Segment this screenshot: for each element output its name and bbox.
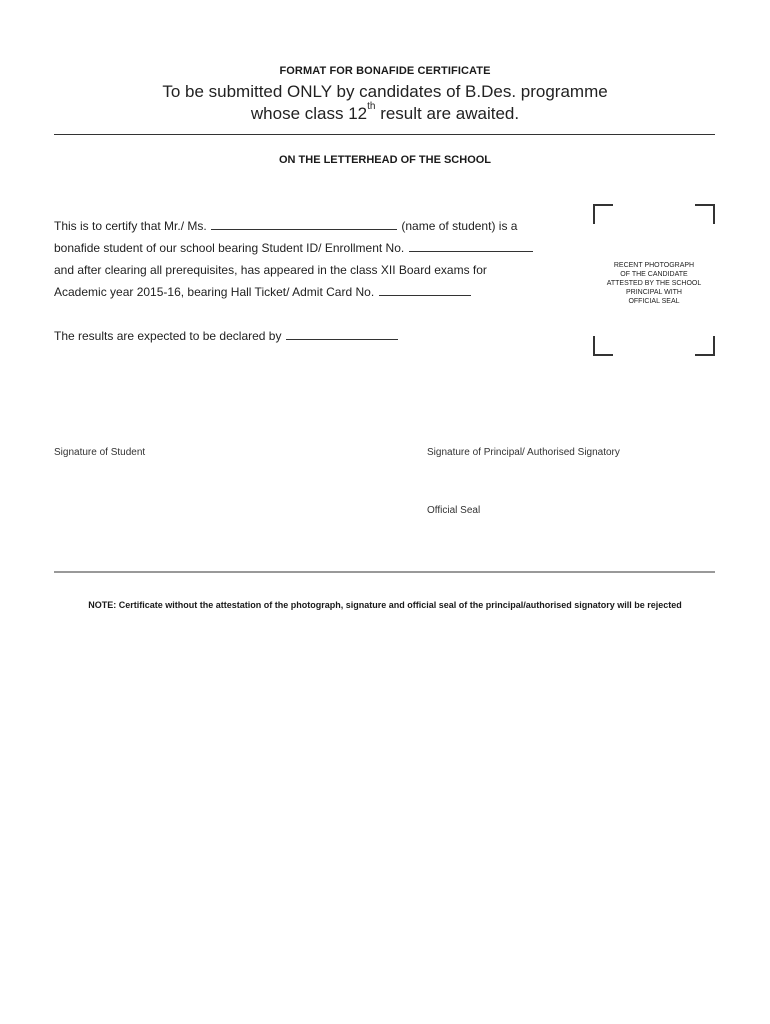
body-line-5 <box>54 329 399 343</box>
subtitle-line-2-pre: whose class 12 <box>250 104 368 123</box>
principal-signature-label: Signature of Principal/ Authorised Signatory <box>427 447 620 458</box>
student-name-blank[interactable] <box>211 220 397 230</box>
top-divider <box>54 134 715 135</box>
rejection-note: NOTE: Certificate without the attestation of the photograph, signature and official seal of the principal/authorised signatory will be rejected <box>88 600 682 610</box>
results-date-blank[interactable] <box>286 330 398 340</box>
photo-text-line: PRINCIPAL WITH <box>625 289 682 296</box>
document-title: FORMAT FOR BONAFIDE CERTIFICATE <box>279 65 491 77</box>
certify-text: This is to certify that Mr./ Ms. <box>54 219 207 233</box>
corner-mark-top-left <box>593 204 613 224</box>
admit-card-number-blank[interactable] <box>379 286 471 296</box>
student-signature-label: Signature of Student <box>54 447 146 458</box>
photograph-instructions <box>593 261 715 306</box>
corner-mark-bottom-left <box>593 336 613 356</box>
subtitle-line-1: To be submitted ONLY by candidates of B.Des. programme <box>162 82 608 101</box>
photograph-box <box>593 204 715 356</box>
body-line-1 <box>54 219 517 233</box>
results-declared-text: The results are expected to be declared by <box>54 329 282 343</box>
body-line-4 <box>54 285 472 299</box>
letterhead-instruction: ON THE LETTERHEAD OF THE SCHOOL <box>278 154 492 166</box>
name-of-student-text: (name of student) is a <box>401 219 518 233</box>
enrollment-number-blank[interactable] <box>409 242 533 252</box>
bonafide-text: bonafide student of our school bearing Student ID/ Enrollment No. <box>54 241 405 255</box>
photo-text-line: RECENT PHOTOGRAPH <box>613 262 695 269</box>
bottom-divider <box>54 571 715 573</box>
corner-mark-bottom-right <box>695 336 715 356</box>
subtitle-line-2-post: result are awaited. <box>375 104 520 123</box>
photo-text-line: OF THE CANDIDATE <box>620 271 688 278</box>
corner-mark-top-right <box>695 204 715 224</box>
official-seal-label: Official Seal <box>427 505 481 516</box>
body-line-3: and after clearing all prerequisites, has appeared in the class XII Board exams for <box>54 263 487 277</box>
photo-text-line: ATTESTED BY THE SCHOOL <box>606 280 702 287</box>
academic-year-text: Academic year 2015-16, bearing Hall Ticket/ Admit Card No. <box>54 285 375 299</box>
photo-text-line: OFFICIAL SEAL <box>628 298 680 305</box>
subtitle-superscript: th <box>367 101 376 112</box>
subtitle-line-2 <box>0 101 770 124</box>
body-line-2 <box>54 241 534 255</box>
